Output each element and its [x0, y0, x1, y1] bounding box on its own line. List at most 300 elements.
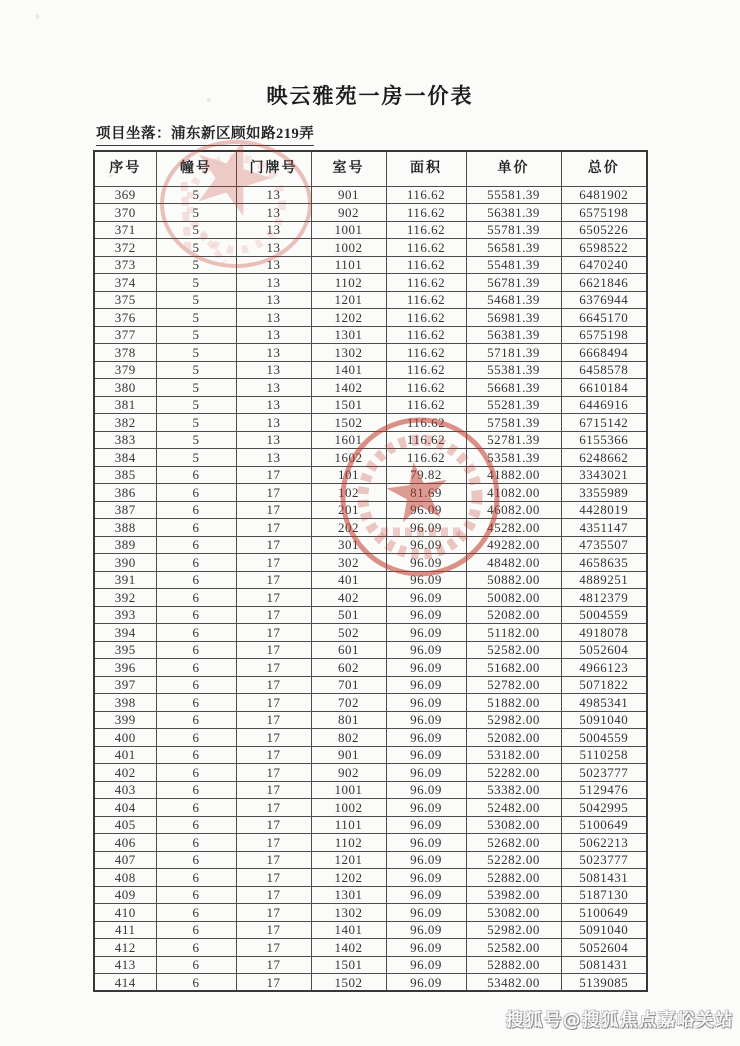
- cell-building: 5: [156, 344, 236, 362]
- price-table-body: [94, 186, 647, 991]
- cell-total-price: 5042995: [561, 799, 647, 817]
- table-row: [94, 361, 647, 379]
- cell-building: 6: [156, 956, 236, 974]
- cell-building: 5: [156, 414, 236, 432]
- cell-unit-price: 50082.00: [466, 589, 561, 607]
- cell-door-number: 17: [236, 834, 311, 852]
- cell-total-price: 5100649: [561, 816, 647, 834]
- cell-sequence: 372: [94, 239, 156, 257]
- cell-sequence: 404: [94, 799, 156, 817]
- cell-unit-price: 52882.00: [466, 956, 561, 974]
- cell-sequence: 396: [94, 659, 156, 677]
- cell-area: 116.62: [386, 221, 466, 239]
- cell-unit-price: 52582.00: [466, 641, 561, 659]
- table-row: [94, 414, 647, 432]
- cell-door-number: 17: [236, 729, 311, 747]
- cell-building: 6: [156, 834, 236, 852]
- table-row: [94, 974, 647, 992]
- cell-sequence: 397: [94, 676, 156, 694]
- table-row: [94, 799, 647, 817]
- cell-unit-price: 53482.00: [466, 974, 561, 992]
- cell-building: 6: [156, 729, 236, 747]
- sohu-watermark: 搜狐号@搜狐焦点嘉峪关站: [506, 1011, 734, 1031]
- table-row: [94, 781, 647, 799]
- cell-total-price: 4889251: [561, 571, 647, 589]
- cell-area: 116.62: [386, 414, 466, 432]
- cell-total-price: 6458578: [561, 361, 647, 379]
- cell-area: 116.62: [386, 274, 466, 292]
- cell-total-price: 5091040: [561, 711, 647, 729]
- cell-sequence: 382: [94, 414, 156, 432]
- cell-total-price: 6715142: [561, 414, 647, 432]
- cell-area: 116.62: [386, 291, 466, 309]
- cell-building: 6: [156, 816, 236, 834]
- cell-door-number: 13: [236, 186, 311, 204]
- table-row: [94, 729, 647, 747]
- cell-building: 6: [156, 851, 236, 869]
- cell-room-number: 1402: [311, 939, 386, 957]
- cell-total-price: 6481902: [561, 186, 647, 204]
- cell-room-number: 802: [311, 729, 386, 747]
- cell-sequence: 371: [94, 221, 156, 239]
- cell-total-price: 5004559: [561, 606, 647, 624]
- cell-door-number: 17: [236, 816, 311, 834]
- cell-room-number: 1101: [311, 816, 386, 834]
- cell-sequence: 373: [94, 256, 156, 274]
- cell-door-number: 17: [236, 781, 311, 799]
- cell-unit-price: 56381.39: [466, 326, 561, 344]
- table-row: [94, 344, 647, 362]
- cell-area: 96.09: [386, 834, 466, 852]
- cell-door-number: 17: [236, 606, 311, 624]
- cell-total-price: 5081431: [561, 956, 647, 974]
- cell-door-number: 13: [236, 309, 311, 327]
- cell-sequence: 395: [94, 641, 156, 659]
- cell-total-price: 4966123: [561, 659, 647, 677]
- cell-sequence: 380: [94, 379, 156, 397]
- cell-door-number: 13: [236, 291, 311, 309]
- cell-unit-price: 55481.39: [466, 256, 561, 274]
- cell-building: 6: [156, 536, 236, 554]
- cell-building: 6: [156, 886, 236, 904]
- cell-building: 5: [156, 291, 236, 309]
- cell-total-price: 6668494: [561, 344, 647, 362]
- cell-area: 96.09: [386, 956, 466, 974]
- cell-unit-price: 53182.00: [466, 746, 561, 764]
- cell-room-number: 501: [311, 606, 386, 624]
- table-row: [94, 396, 647, 414]
- cell-building: 5: [156, 309, 236, 327]
- cell-building: 5: [156, 204, 236, 222]
- cell-area: 96.09: [386, 816, 466, 834]
- cell-unit-price: 51182.00: [466, 624, 561, 642]
- cell-area: 96.09: [386, 974, 466, 992]
- table-row: [94, 484, 647, 502]
- cell-total-price: 5052604: [561, 641, 647, 659]
- cell-area: 116.62: [386, 396, 466, 414]
- table-row: [94, 939, 647, 957]
- cell-door-number: 13: [236, 204, 311, 222]
- cell-building: 6: [156, 484, 236, 502]
- col-header-area: 面积: [386, 151, 466, 186]
- cell-door-number: 17: [236, 659, 311, 677]
- cell-area: 116.62: [386, 344, 466, 362]
- cell-door-number: 17: [236, 956, 311, 974]
- cell-building: 5: [156, 239, 236, 257]
- cell-unit-price: 51682.00: [466, 659, 561, 677]
- cell-building: 6: [156, 764, 236, 782]
- table-row: [94, 711, 647, 729]
- table-row: [94, 834, 647, 852]
- cell-building: 5: [156, 431, 236, 449]
- cell-door-number: 13: [236, 431, 311, 449]
- cell-area: 96.09: [386, 799, 466, 817]
- cell-area: 116.62: [386, 186, 466, 204]
- cell-sequence: 391: [94, 571, 156, 589]
- cell-sequence: 394: [94, 624, 156, 642]
- cell-door-number: 17: [236, 536, 311, 554]
- cell-room-number: 1401: [311, 361, 386, 379]
- cell-unit-price: 52982.00: [466, 921, 561, 939]
- cell-area: 96.09: [386, 869, 466, 887]
- cell-room-number: 1102: [311, 274, 386, 292]
- cell-room-number: 402: [311, 589, 386, 607]
- cell-door-number: 17: [236, 851, 311, 869]
- cell-unit-price: 56981.39: [466, 309, 561, 327]
- table-row: [94, 554, 647, 572]
- price-table: [93, 150, 648, 992]
- cell-door-number: 13: [236, 414, 311, 432]
- cell-total-price: 6155366: [561, 431, 647, 449]
- cell-building: 6: [156, 641, 236, 659]
- table-row: [94, 851, 647, 869]
- cell-building: 6: [156, 869, 236, 887]
- cell-door-number: 17: [236, 711, 311, 729]
- cell-building: 6: [156, 799, 236, 817]
- col-header-sequence: 序号: [94, 151, 156, 186]
- cell-unit-price: 52982.00: [466, 711, 561, 729]
- cell-room-number: 601: [311, 641, 386, 659]
- cell-building: 6: [156, 606, 236, 624]
- cell-building: 6: [156, 624, 236, 642]
- cell-unit-price: 46082.00: [466, 501, 561, 519]
- cell-room-number: 1501: [311, 396, 386, 414]
- page-title: 映云雅苑一房一价表: [266, 84, 474, 108]
- cell-building: 6: [156, 571, 236, 589]
- cell-unit-price: 56381.39: [466, 204, 561, 222]
- cell-room-number: 602: [311, 659, 386, 677]
- cell-area: 116.62: [386, 309, 466, 327]
- col-header-door-number: 门牌号: [236, 151, 311, 186]
- cell-area: 96.09: [386, 764, 466, 782]
- cell-unit-price: 57581.39: [466, 414, 561, 432]
- cell-area: 116.62: [386, 326, 466, 344]
- cell-total-price: 4918078: [561, 624, 647, 642]
- cell-sequence: 409: [94, 886, 156, 904]
- cell-unit-price: 52882.00: [466, 869, 561, 887]
- table-row: [94, 904, 647, 922]
- cell-door-number: 13: [236, 449, 311, 467]
- table-row: [94, 641, 647, 659]
- cell-building: 5: [156, 326, 236, 344]
- cell-sequence: 403: [94, 781, 156, 799]
- table-row: [94, 501, 647, 519]
- table-row: [94, 204, 647, 222]
- cell-room-number: 1001: [311, 221, 386, 239]
- cell-door-number: 17: [236, 974, 311, 992]
- cell-unit-price: 53082.00: [466, 816, 561, 834]
- table-row: [94, 466, 647, 484]
- cell-building: 6: [156, 711, 236, 729]
- cell-door-number: 13: [236, 361, 311, 379]
- table-row: [94, 519, 647, 537]
- table-row: [94, 291, 647, 309]
- cell-unit-price: 56581.39: [466, 239, 561, 257]
- cell-building: 6: [156, 589, 236, 607]
- cell-unit-price: 41082.00: [466, 484, 561, 502]
- cell-area: 96.09: [386, 606, 466, 624]
- cell-room-number: 1201: [311, 291, 386, 309]
- cell-room-number: 1401: [311, 921, 386, 939]
- cell-area: 116.62: [386, 204, 466, 222]
- cell-building: 6: [156, 781, 236, 799]
- table-row: [94, 431, 647, 449]
- cell-sequence: 399: [94, 711, 156, 729]
- cell-sequence: 386: [94, 484, 156, 502]
- cell-area: 96.09: [386, 904, 466, 922]
- cell-sequence: 406: [94, 834, 156, 852]
- cell-total-price: 6575198: [561, 326, 647, 344]
- cell-area: 96.09: [386, 939, 466, 957]
- cell-building: 6: [156, 519, 236, 537]
- cell-total-price: 5023777: [561, 764, 647, 782]
- cell-room-number: 1001: [311, 781, 386, 799]
- table-header-row: [94, 151, 647, 186]
- table-row: [94, 606, 647, 624]
- cell-unit-price: 53082.00: [466, 904, 561, 922]
- cell-building: 6: [156, 974, 236, 992]
- cell-sequence: 414: [94, 974, 156, 992]
- cell-total-price: 6248662: [561, 449, 647, 467]
- cell-door-number: 17: [236, 694, 311, 712]
- cell-room-number: 1002: [311, 239, 386, 257]
- table-row: [94, 659, 647, 677]
- table-row: [94, 571, 647, 589]
- table-row: [94, 886, 647, 904]
- cell-sequence: 378: [94, 344, 156, 362]
- cell-unit-price: 52082.00: [466, 606, 561, 624]
- cell-door-number: 13: [236, 344, 311, 362]
- cell-total-price: 4735507: [561, 536, 647, 554]
- cell-room-number: 902: [311, 764, 386, 782]
- cell-room-number: 502: [311, 624, 386, 642]
- table-row: [94, 869, 647, 887]
- cell-door-number: 17: [236, 641, 311, 659]
- cell-total-price: 5139085: [561, 974, 647, 992]
- cell-sequence: 410: [94, 904, 156, 922]
- cell-unit-price: 52582.00: [466, 939, 561, 957]
- cell-unit-price: 51882.00: [466, 694, 561, 712]
- cell-unit-price: 56781.39: [466, 274, 561, 292]
- cell-door-number: 17: [236, 571, 311, 589]
- table-row: [94, 449, 647, 467]
- cell-area: 96.09: [386, 694, 466, 712]
- cell-unit-price: 50882.00: [466, 571, 561, 589]
- cell-room-number: 1602: [311, 449, 386, 467]
- cell-area: 96.09: [386, 554, 466, 572]
- cell-building: 6: [156, 939, 236, 957]
- cell-room-number: 801: [311, 711, 386, 729]
- cell-total-price: 3355989: [561, 484, 647, 502]
- cell-unit-price: 54681.39: [466, 291, 561, 309]
- cell-unit-price: 52482.00: [466, 799, 561, 817]
- cell-sequence: 413: [94, 956, 156, 974]
- cell-building: 5: [156, 379, 236, 397]
- cell-building: 6: [156, 746, 236, 764]
- project-location-line: 项目坐落：浦东新区顾如路219弄: [96, 122, 314, 146]
- cell-area: 96.09: [386, 711, 466, 729]
- cell-total-price: 5004559: [561, 729, 647, 747]
- cell-sequence: 383: [94, 431, 156, 449]
- cell-total-price: 5023777: [561, 851, 647, 869]
- cell-sequence: 377: [94, 326, 156, 344]
- cell-building: 6: [156, 904, 236, 922]
- cell-unit-price: 52282.00: [466, 851, 561, 869]
- cell-building: 6: [156, 501, 236, 519]
- cell-building: 6: [156, 466, 236, 484]
- table-row: [94, 816, 647, 834]
- cell-room-number: 1402: [311, 379, 386, 397]
- cell-unit-price: 57181.39: [466, 344, 561, 362]
- cell-sequence: 385: [94, 466, 156, 484]
- cell-sequence: 411: [94, 921, 156, 939]
- cell-sequence: 376: [94, 309, 156, 327]
- cell-sequence: 393: [94, 606, 156, 624]
- cell-room-number: 302: [311, 554, 386, 572]
- table-row: [94, 221, 647, 239]
- cell-area: 96.09: [386, 624, 466, 642]
- table-row: [94, 536, 647, 554]
- cell-area: 96.09: [386, 781, 466, 799]
- table-row: [94, 379, 647, 397]
- cell-building: 5: [156, 274, 236, 292]
- cell-sequence: 407: [94, 851, 156, 869]
- cell-area: 79.82: [386, 466, 466, 484]
- cell-building: 6: [156, 921, 236, 939]
- cell-total-price: 5062213: [561, 834, 647, 852]
- cell-sequence: 375: [94, 291, 156, 309]
- col-header-building: 幢号: [156, 151, 236, 186]
- cell-unit-price: 56681.39: [466, 379, 561, 397]
- cell-door-number: 17: [236, 886, 311, 904]
- cell-sequence: 374: [94, 274, 156, 292]
- cell-unit-price: 53982.00: [466, 886, 561, 904]
- cell-unit-price: 55781.39: [466, 221, 561, 239]
- cell-sequence: 370: [94, 204, 156, 222]
- cell-area: 116.62: [386, 239, 466, 257]
- cell-room-number: 101: [311, 466, 386, 484]
- cell-building: 6: [156, 694, 236, 712]
- cell-sequence: 400: [94, 729, 156, 747]
- cell-sequence: 369: [94, 186, 156, 204]
- cell-total-price: 5071822: [561, 676, 647, 694]
- cell-total-price: 6505226: [561, 221, 647, 239]
- cell-door-number: 17: [236, 676, 311, 694]
- cell-area: 96.09: [386, 589, 466, 607]
- cell-door-number: 13: [236, 274, 311, 292]
- cell-total-price: 4812379: [561, 589, 647, 607]
- cell-area: 96.09: [386, 641, 466, 659]
- cell-unit-price: 48482.00: [466, 554, 561, 572]
- cell-total-price: 6621846: [561, 274, 647, 292]
- cell-total-price: 5052604: [561, 939, 647, 957]
- col-header-unit-price: 单价: [466, 151, 561, 186]
- table-row: [94, 239, 647, 257]
- cell-area: 96.09: [386, 851, 466, 869]
- scan-speck: [36, 14, 39, 19]
- cell-sequence: 401: [94, 746, 156, 764]
- cell-room-number: 1201: [311, 851, 386, 869]
- cell-total-price: 5187130: [561, 886, 647, 904]
- cell-area: 116.62: [386, 379, 466, 397]
- cell-room-number: 1301: [311, 326, 386, 344]
- cell-area: 116.62: [386, 449, 466, 467]
- table-row: [94, 326, 647, 344]
- cell-total-price: 6575198: [561, 204, 647, 222]
- cell-door-number: 13: [236, 326, 311, 344]
- cell-total-price: 6645170: [561, 309, 647, 327]
- cell-room-number: 1302: [311, 344, 386, 362]
- cell-room-number: 1601: [311, 431, 386, 449]
- table-row: [94, 309, 647, 327]
- cell-sequence: 389: [94, 536, 156, 554]
- table-row: [94, 956, 647, 974]
- cell-area: 96.09: [386, 519, 466, 537]
- cell-door-number: 17: [236, 624, 311, 642]
- cell-door-number: 17: [236, 554, 311, 572]
- cell-door-number: 13: [236, 256, 311, 274]
- cell-area: 96.09: [386, 536, 466, 554]
- cell-total-price: 6446916: [561, 396, 647, 414]
- cell-room-number: 401: [311, 571, 386, 589]
- cell-total-price: 6610184: [561, 379, 647, 397]
- table-row: [94, 589, 647, 607]
- table-row: [94, 676, 647, 694]
- cell-unit-price: 55581.39: [466, 186, 561, 204]
- cell-room-number: 702: [311, 694, 386, 712]
- cell-sequence: 381: [94, 396, 156, 414]
- cell-total-price: 3343021: [561, 466, 647, 484]
- cell-door-number: 17: [236, 939, 311, 957]
- cell-door-number: 17: [236, 466, 311, 484]
- cell-unit-price: 52682.00: [466, 834, 561, 852]
- cell-total-price: 4351147: [561, 519, 647, 537]
- cell-area: 96.09: [386, 921, 466, 939]
- cell-sequence: 405: [94, 816, 156, 834]
- cell-total-price: 5081431: [561, 869, 647, 887]
- cell-total-price: 4658635: [561, 554, 647, 572]
- cell-room-number: 701: [311, 676, 386, 694]
- cell-door-number: 17: [236, 589, 311, 607]
- cell-sequence: 402: [94, 764, 156, 782]
- cell-total-price: 6598522: [561, 239, 647, 257]
- cell-unit-price: 55281.39: [466, 396, 561, 414]
- cell-building: 5: [156, 256, 236, 274]
- table-row: [94, 624, 647, 642]
- col-header-room-number: 室号: [311, 151, 386, 186]
- cell-building: 6: [156, 676, 236, 694]
- cell-building: 5: [156, 396, 236, 414]
